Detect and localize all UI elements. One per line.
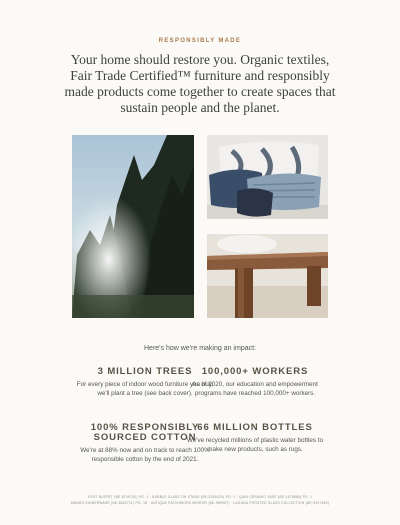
pillows-photo: [207, 135, 328, 219]
product-credits: [62, 494, 338, 506]
headline: Your home should restore you. Organic textiles, Fair Trade Certified™ furniture and responsibly made products come together to create spaces that sustain people and the planet.: [64, 52, 336, 115]
impact-title: 3 MILLION TREES: [97, 366, 193, 377]
credits-line: MANOR DINNERWARE (BE-8650711) PG. 18 · ANTIQUE PATCHWORK MIRROR (BE-989957) · LAGUNA FROSTED GLASS COLLECTION (BE-9937845): [70, 501, 330, 505]
impact-description: We've recycled millions of plastic water bottles to make new products, such as rugs.: [186, 437, 324, 453]
impact-description: For every piece of indoor wood furniture you buy, we'll plant a tree (see back cover).: [76, 381, 214, 397]
eyebrow-label: RESPONSIBLY MADE: [158, 38, 242, 44]
impact-title: 100,000+ WORKERS: [201, 366, 309, 377]
impact-intro: Here's how we're making an impact:: [144, 345, 256, 352]
impact-title: 100% RESPONSIBLY SOURCED COTTON: [90, 422, 200, 443]
impact-bottles: [180, 423, 330, 454]
impact-description: As of 2020, our education and empowerment programs have reached 100,000+ workers.: [192, 381, 318, 397]
wood-bench-photo: [207, 234, 328, 318]
impact-workers: [180, 367, 330, 398]
impact-description: We're at 88% now and on track to reach 100% responsible cotton by the end of 2021.: [80, 447, 210, 463]
credits-line: FOOT BUFFET (BE-8749700) PG. 1 · BUBBLE GLASS ON STAND (BE-3265420) PG. 1 · QUIN CERAMIC VASE (BE-1678888) PG. 1: [87, 495, 313, 499]
impact-title: 66 MILLION BOTTLES: [197, 422, 313, 433]
forest-photo: [72, 135, 194, 318]
